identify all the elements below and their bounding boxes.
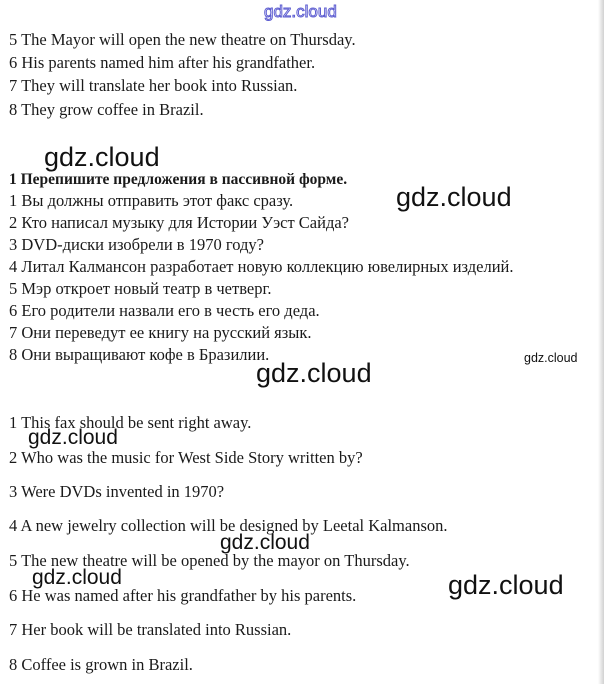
answer-2: 2 Who was the music for West Side Story written by?: [9, 448, 363, 467]
sentence-top-7: 7 They will translate her book into Russian.: [9, 76, 298, 95]
watermark-center: gdz.cloud: [256, 358, 372, 388]
sentence-top-8: 8 They grow coffee in Brazil.: [9, 100, 204, 119]
sentence-top-6: 6 His parents named him after his grandfather.: [9, 53, 316, 72]
task-heading: 1 Перепишите предложения в пассивной форме.: [9, 171, 348, 188]
answer-1: 1 This fax should be sent right away.: [9, 413, 252, 432]
answer-8: 8 Coffee is grown in Brazil.: [9, 655, 193, 674]
page-edge-shadow: [598, 0, 604, 684]
answer-3: 3 Were DVDs invented in 1970?: [9, 482, 225, 501]
watermark-center-lower: gdz.cloud: [220, 531, 310, 554]
russian-sentence-6: 6 Его родители назвали его в честь его деда.: [9, 301, 320, 320]
russian-sentence-5: 5 Мэр откроет новый театр в четверг.: [9, 279, 272, 298]
answer-4: 4 A new jewelry collection will be designed by Leetal Kalmanson.: [9, 516, 448, 535]
watermark-top: gdz.cloud: [264, 2, 337, 21]
watermark-small-right: gdz.cloud: [524, 351, 578, 365]
answer-5: 5 The new theatre will be opened by the mayor on Thursday.: [9, 551, 410, 570]
sentence-top-5: 5 The Mayor will open the new theatre on Thursday.: [9, 30, 356, 49]
russian-sentence-8: 8 Они выращивают кофе в Бразилии.: [9, 345, 270, 364]
watermark-right-lower: gdz.cloud: [448, 570, 564, 600]
russian-sentence-2: 2 Кто написал музыку для Истории Уэст Сайда?: [9, 213, 350, 232]
answer-7: 7 Her book will be translated into Russian.: [9, 620, 292, 639]
watermark-left-middle: gdz.cloud: [28, 426, 118, 449]
watermark-right-upper: gdz.cloud: [396, 182, 512, 212]
russian-sentence-1: 1 Вы должны отправить этот факс сразу.: [9, 191, 294, 210]
answer-6: 6 He was named after his grandfather by his parents.: [9, 586, 357, 605]
russian-sentence-7: 7 Они переведут ее книгу на русский язык.: [9, 323, 312, 342]
watermark-left-lower: gdz.cloud: [32, 566, 122, 589]
russian-sentence-3: 3 DVD-диски изобрели в 1970 году?: [9, 235, 264, 254]
russian-sentence-4: 4 Литал Калмансон разработает новую коллекцию ювелирных изделий.: [9, 257, 514, 276]
watermark-left-upper: gdz.cloud: [44, 142, 160, 172]
